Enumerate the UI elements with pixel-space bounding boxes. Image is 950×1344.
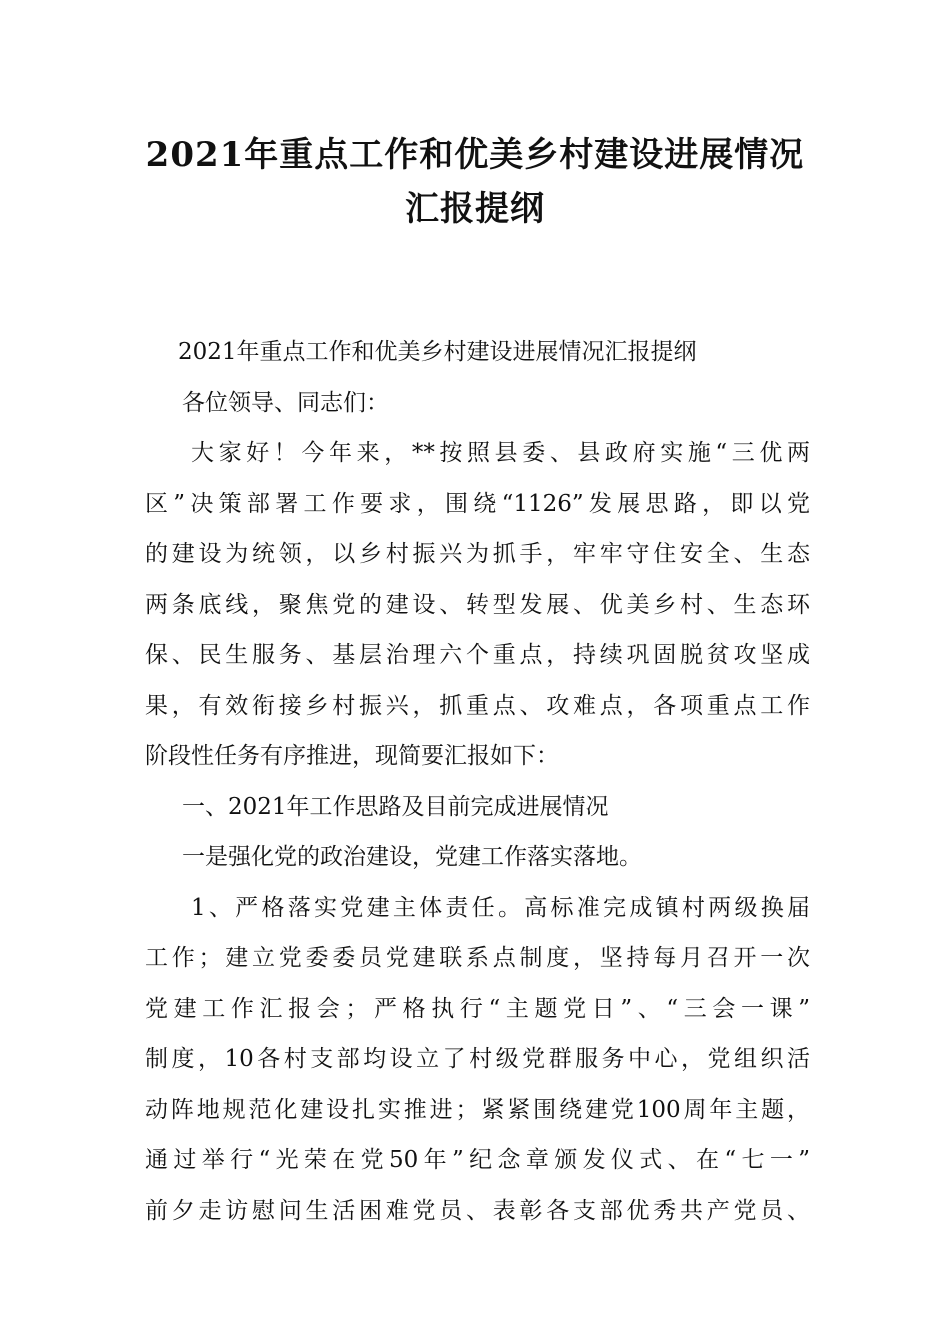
item-line: 1、严格落实党建主体责任。高标准完成镇村两级换届 xyxy=(191,894,810,921)
intro-line: 阶段性任务有序推进，现简要汇报如下： xyxy=(145,743,559,769)
salutation: 各位领导、同志们： xyxy=(182,389,389,416)
item-line: 工作；建立党委委员党建联系点制度，坚持每月召开一次 xyxy=(145,945,810,971)
item-line: 通过举行“光荣在党50年”纪念章颁发仪式、在“七一” xyxy=(145,1147,810,1173)
section-subheading: 一是强化党的政治建设，党建工作落实落地。 xyxy=(182,844,642,870)
section-heading: 一、2021年工作思路及目前完成进展情况 xyxy=(182,793,609,820)
item-line: 动阵地规范化建设扎实推进；紧紧围绕建党100周年主题， xyxy=(145,1096,810,1123)
document-title-line-1: 2021年重点工作和优美乡村建设进展情况 xyxy=(145,135,805,175)
intro-line: 的建设为统领，以乡村振兴为抓手，牢牢守住安全、生态 xyxy=(145,541,810,567)
intro-line: 大家好！今年来，**按照县委、县政府实施“三优两 xyxy=(191,440,810,466)
document-title-line-2: 汇报提纲 xyxy=(405,189,545,229)
document-subtitle: 2021年重点工作和优美乡村建设进展情况汇报提纲 xyxy=(178,339,697,365)
item-line: 党建工作汇报会；严格执行“主题党日”、“三会一课” xyxy=(145,995,810,1022)
intro-line: 两条底线，聚焦党的建设、转型发展、优美乡村、生态环 xyxy=(145,591,810,618)
intro-line: 区”决策部署工作要求，围绕“1126”发展思路，即以党 xyxy=(145,490,810,517)
intro-line: 保、民生服务、基层治理六个重点，持续巩固脱贫攻坚成 xyxy=(145,642,810,668)
intro-line: 果，有效衔接乡村振兴，抓重点、攻难点，各项重点工作 xyxy=(145,692,810,719)
document-body xyxy=(145,327,810,1236)
item-line: 制度，10各村支部均设立了村级党群服务中心，党组织活 xyxy=(145,1046,810,1072)
item-line: 前夕走访慰问生活困难党员、表彰各支部优秀共产党员、 xyxy=(145,1197,810,1224)
